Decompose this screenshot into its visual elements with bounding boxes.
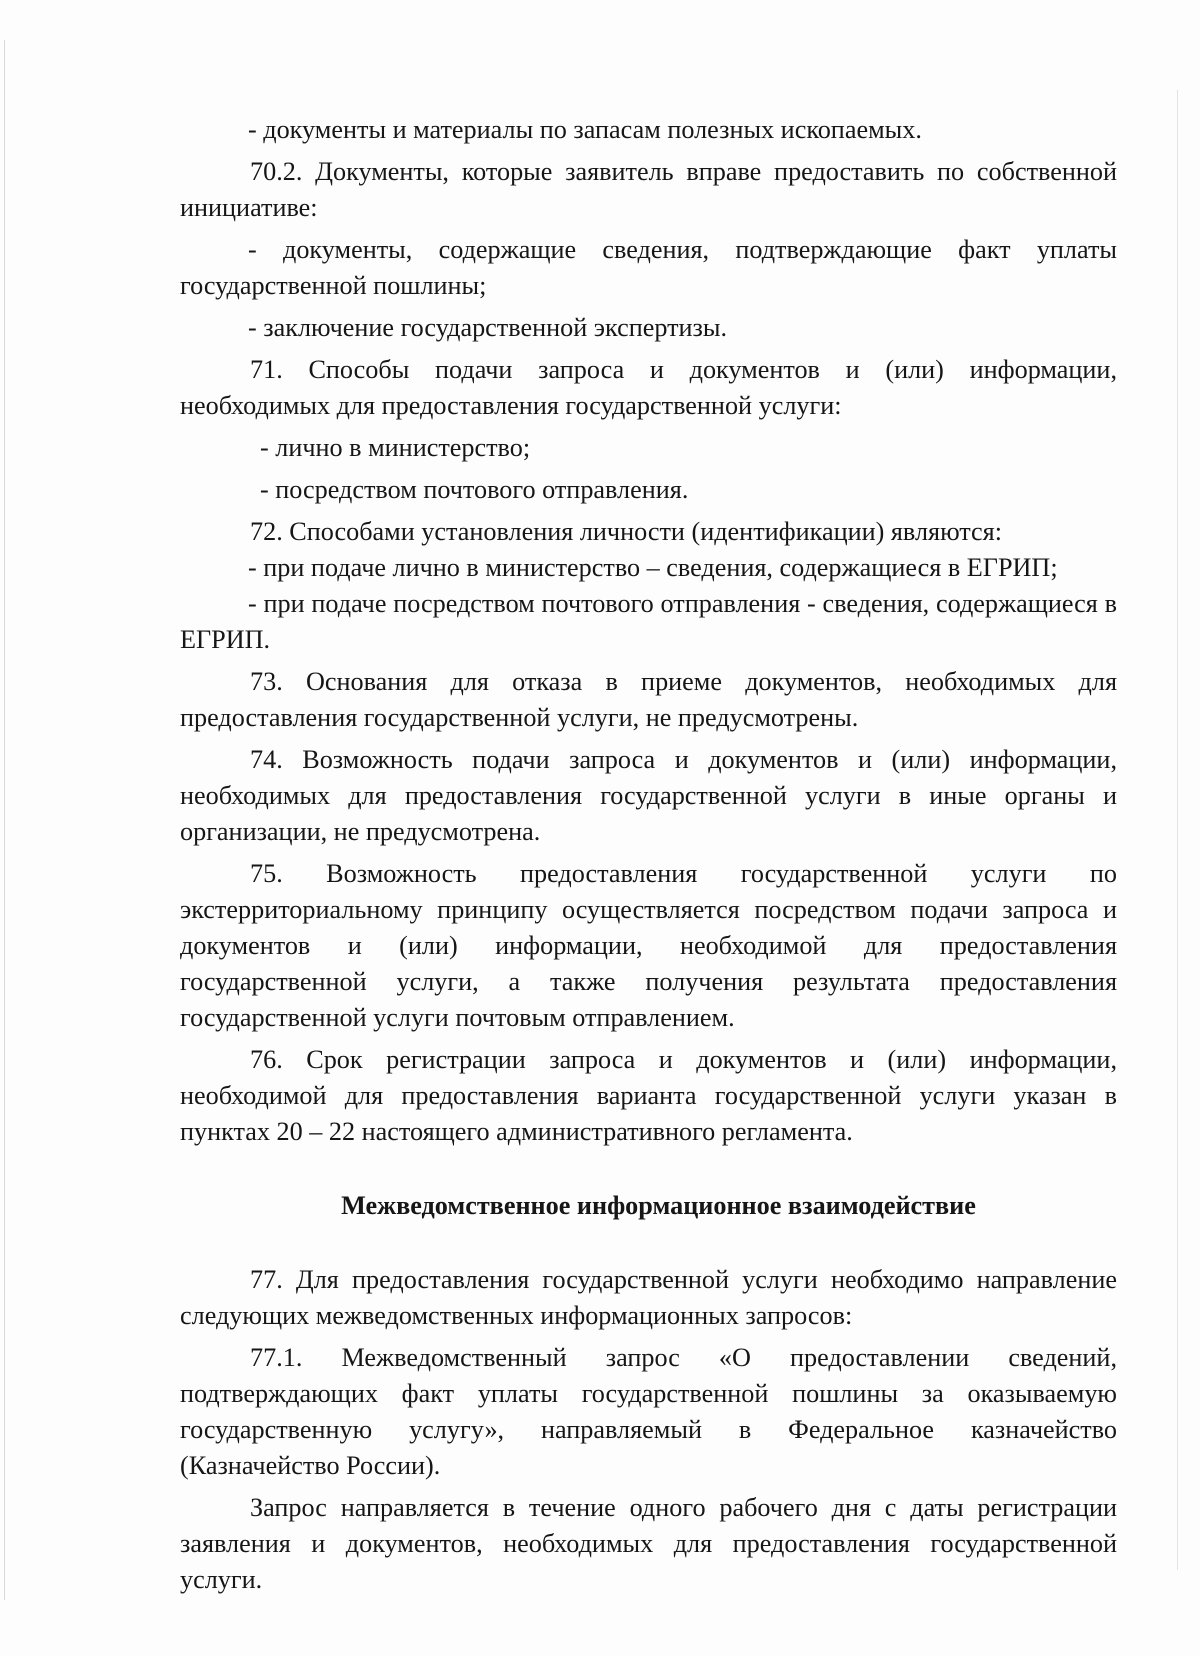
paragraph-75: 75. Возможность предоставления государственной услуги по экстерриториальному принципу осуществляется посредством подачи запроса и документов и (или) информации, необходимой для предоставления государственной услуги, а также получения результата предоставления государственной услуги почтовым отправлением. — [180, 859, 1117, 1032]
paragraph-request-timing: Запрос направляется в течение одного рабочего дня с даты регистрации заявления и документов, необходимых для предоставления государственной услуги. — [180, 1493, 1117, 1594]
paragraph-state-expertise: - заключение государственной экспертизы. — [248, 313, 728, 342]
scan-edge-left — [4, 40, 5, 1600]
paragraph-in-person: - лично в министерство; — [260, 433, 531, 462]
paragraph-77: 77. Для предоставления государственной услуги необходимо направление следующих межведомственных информационных запросов: — [180, 1265, 1117, 1330]
paragraph-identification-by-mail: - при подаче посредством почтового отправления - сведения, содержащиеся в ЕГРИП. — [180, 589, 1117, 654]
paragraph-71: 71. Способы подачи запроса и документов и (или) информации, необходимых для предоставления государственной услуги: — [180, 355, 1117, 420]
paragraph-70-2: 70.2. Документы, которые заявитель вправе предоставить по собственной инициативе: — [180, 157, 1117, 222]
section-heading: Межведомственное информационное взаимодействие — [341, 1191, 976, 1220]
paragraph-by-mail: - посредством почтового отправления. — [260, 475, 689, 504]
scan-edge-right — [1177, 90, 1178, 1570]
paragraph-73: 73. Основания для отказа в приеме документов, необходимых для предоставления государственной услуги, не предусмотрены. — [180, 667, 1117, 732]
document-body — [180, 112, 1117, 1598]
paragraph-mineral-reserves-docs: - документы и материалы по запасам полезных ископаемых. — [248, 115, 922, 144]
paragraph-72: 72. Способами установления личности (идентификации) являются: — [250, 517, 1002, 546]
paragraph-76: 76. Срок регистрации запроса и документов и (или) информации, необходимой для предоставления варианта государственной услуги указан в пунктах 20 – 22 настоящего административного регламента. — [180, 1045, 1117, 1146]
paragraph-77-1: 77.1. Межведомственный запрос «О предоставлении сведений, подтверждающих факт уплаты государственной пошлины за оказываемую государственную услугу», направляемый в Федеральное казначейство (Казначейство России). — [180, 1343, 1117, 1480]
paragraph-74: 74. Возможность подачи запроса и документов и (или) информации, необходимых для предоставления государственной услуги в иные органы и организации, не предусмотрена. — [180, 745, 1117, 846]
paragraph-identification-in-person: - при подаче лично в министерство – сведения, содержащиеся в ЕГРИП; — [248, 553, 1058, 582]
paragraph-fee-payment-docs: - документы, содержащие сведения, подтверждающие факт уплаты государственной пошлины; — [180, 235, 1117, 300]
